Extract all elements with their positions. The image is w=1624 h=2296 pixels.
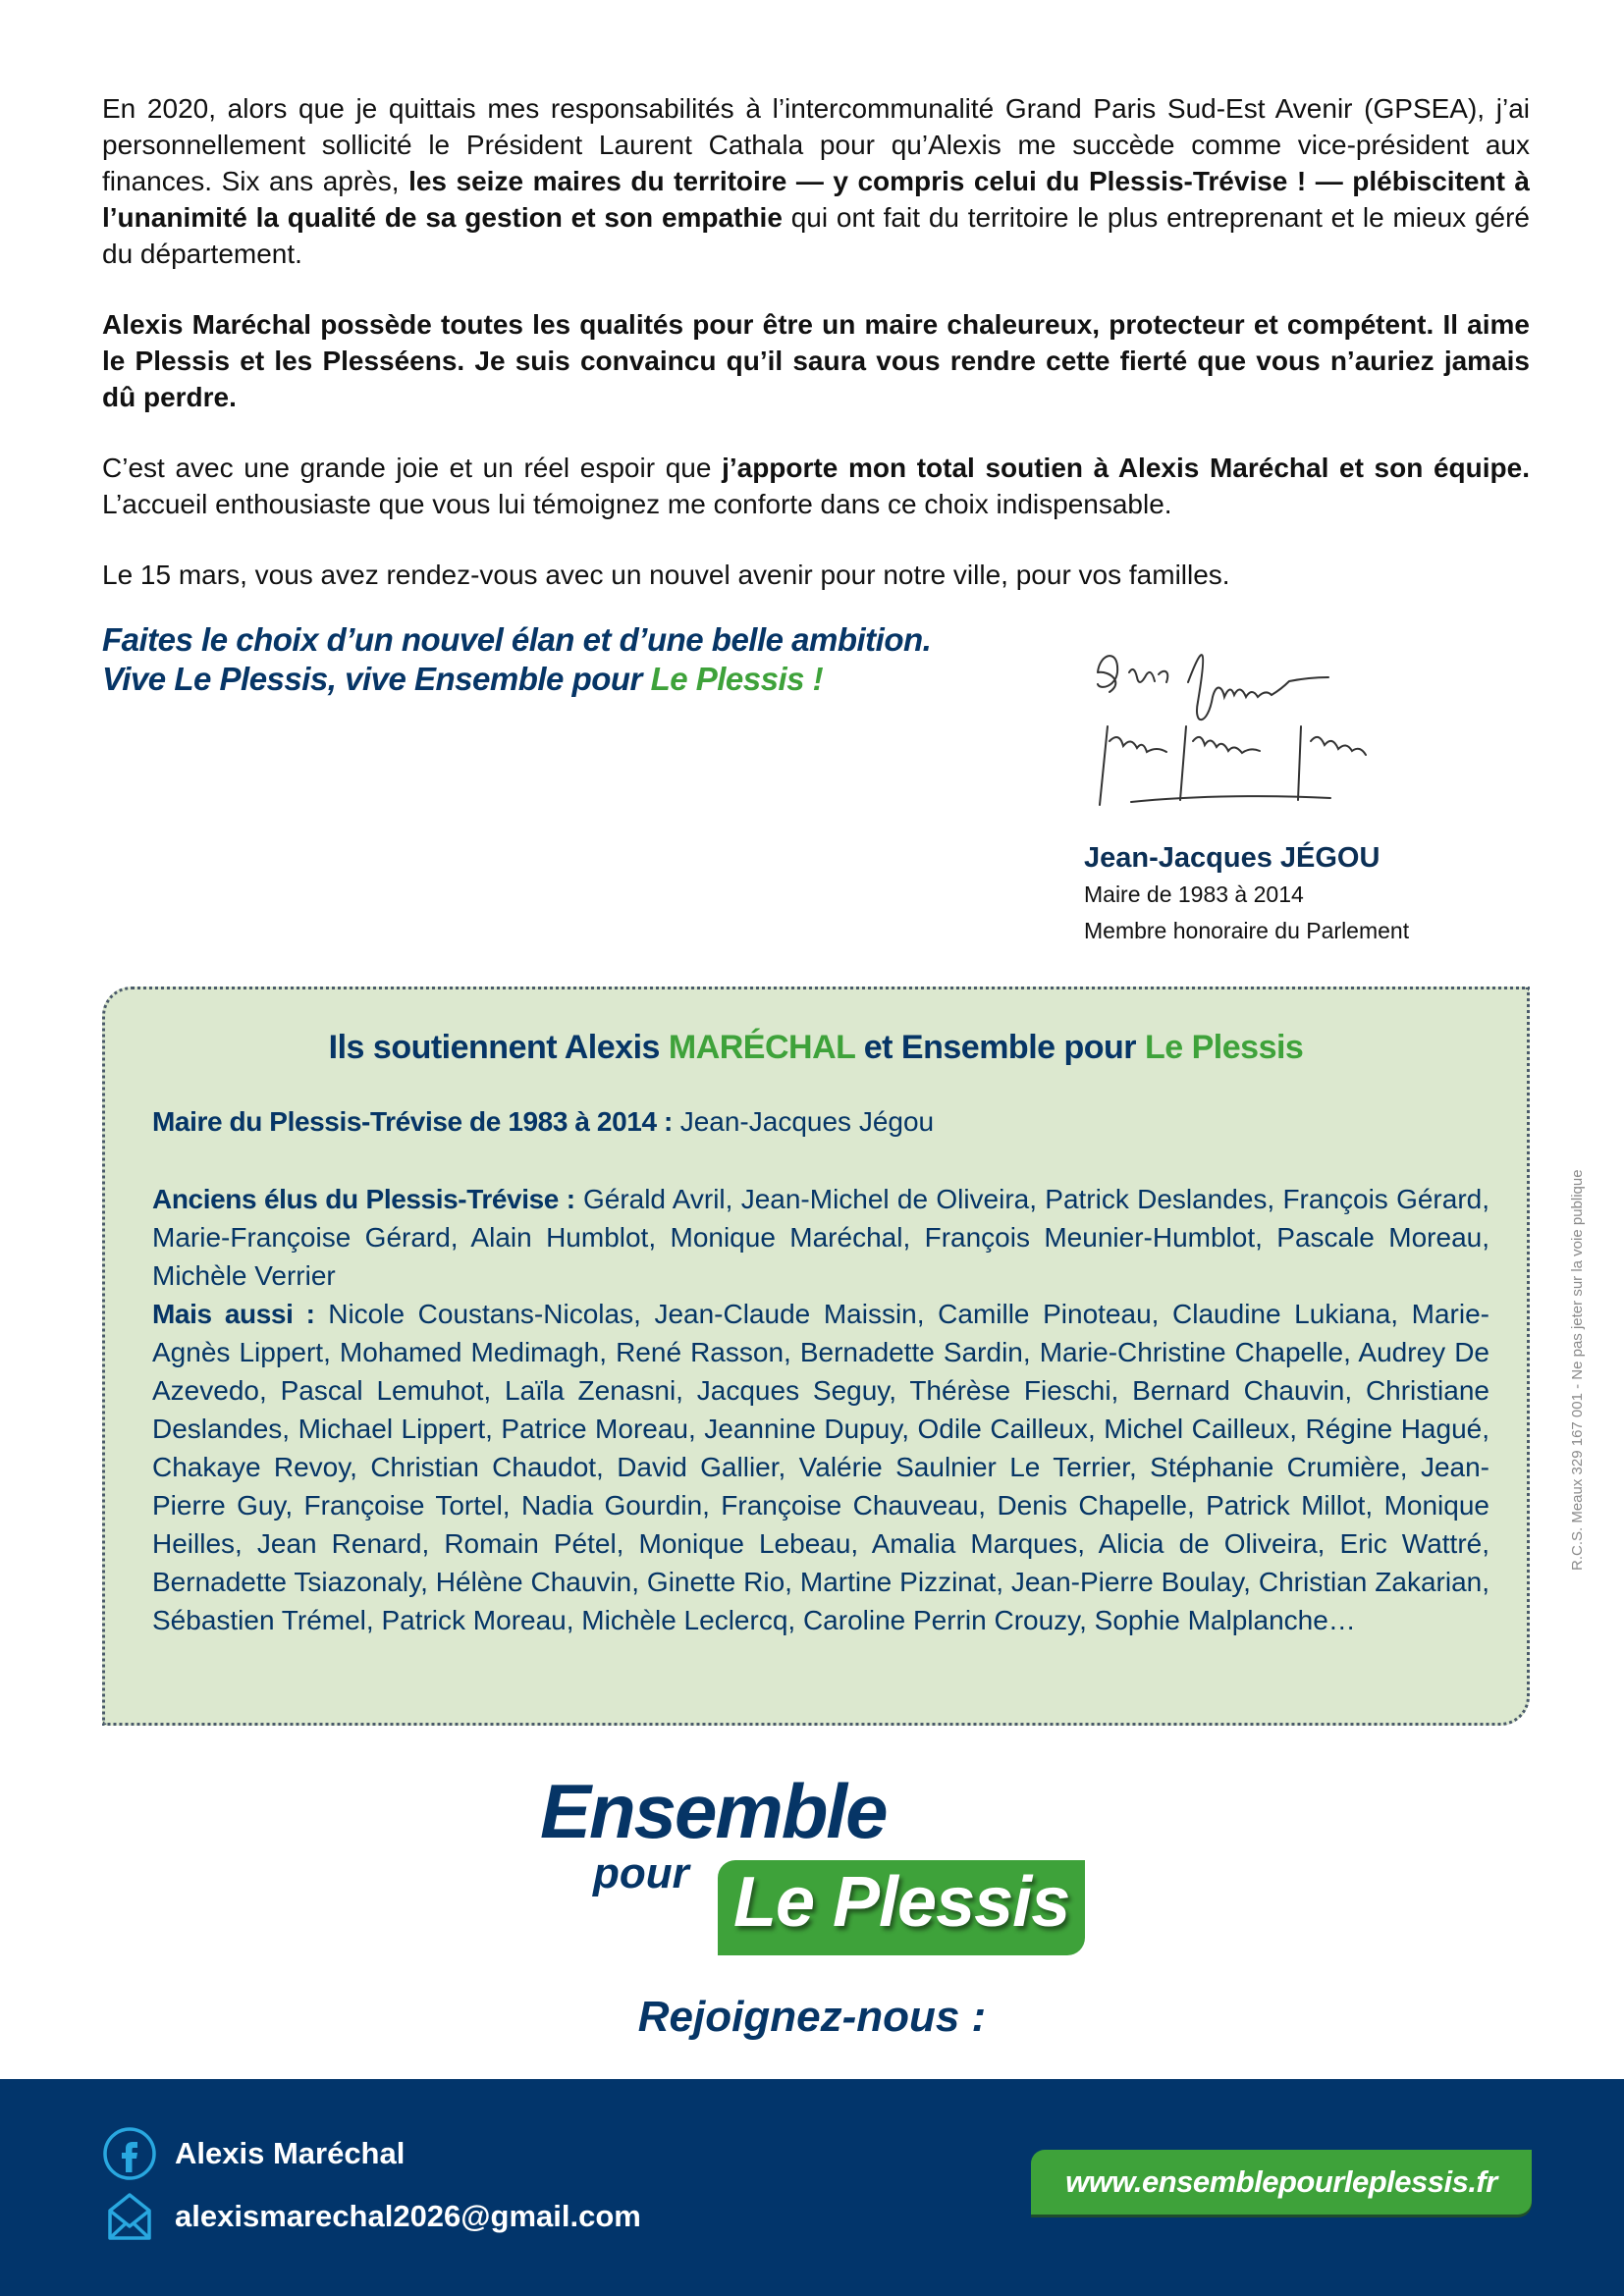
website-button[interactable] <box>1031 2150 1532 2215</box>
text: et Ensemble pour <box>854 1029 1145 1066</box>
logo-ensemble: Ensemble <box>540 1768 887 1854</box>
other-supporters <box>152 1295 1489 1639</box>
supporters-title <box>105 1029 1527 1067</box>
spacer <box>152 1141 1489 1180</box>
facebook-name: Alexis Maréchal <box>175 2136 406 2170</box>
emphasis-text: j’apporte mon total soutien à Alexis Maréchal et son équipe. <box>722 453 1530 483</box>
emphasis-text: les seize maires du territoire — y compris celui du Plessis-Trévise ! — plébiscitent à l’unanimité la qualité de sa gestion et son empathie <box>102 166 1530 233</box>
letter-paragraph-4: Le 15 mars, vous avez rendez-vous avec un nouvel avenir pour notre ville, pour vos familles. <box>102 560 1230 590</box>
letter-paragraph-2 <box>102 306 1530 415</box>
label: Mais aussi : <box>152 1299 315 1329</box>
logo-plate <box>718 1860 1085 1955</box>
logo-pour: pour <box>593 1849 689 1897</box>
signature-image <box>1080 633 1434 829</box>
signer-block <box>1084 839 1409 949</box>
text: qui ont fait du territoire le plus entreprenant et le mieux géré du département. <box>102 202 1531 269</box>
logo-le-plessis: Le Plessis <box>733 1863 1070 1942</box>
slogan-line-2 <box>102 660 1045 699</box>
text: C’est avec une grande joie et un réel espoir que <box>102 453 723 483</box>
supporters-list <box>152 1102 1489 1639</box>
email-link[interactable] <box>102 2189 641 2244</box>
handwritten-signature <box>1080 633 1434 829</box>
website-url: www.ensemblepourleplessis.fr <box>1065 2164 1497 2199</box>
legal-note: R.C.S. Meaux 329 167 001 - Ne pas jeter sur la voie publique <box>1569 1169 1586 1571</box>
label: Anciens élus du Plessis-Trévise : <box>152 1184 575 1214</box>
green-text: MARÉCHAL <box>668 1029 855 1066</box>
text: Ils soutiennent Alexis <box>328 1029 669 1066</box>
slogan-line-1: Faites le choix d’un nouvel élan et d’une belle ambition. <box>102 621 932 658</box>
value: Jean-Jacques Jégou <box>672 1106 935 1137</box>
emphasis-text: Alexis Maréchal possède toutes les qualités pour être un maire chaleureux, protecteur et compétent. Il aime le Plessis et les Plesséens. Je suis convaincu qu’il saura vous rendre cette fierté que vous n’auriez jamais dû perdre. <box>102 309 1530 412</box>
facebook-link[interactable] <box>102 2126 405 2181</box>
signer-name: Jean-Jacques JÉGOU <box>1084 842 1380 874</box>
letter-paragraph-1 <box>102 90 1530 272</box>
letter-paragraph-3 <box>102 450 1530 522</box>
text: En 2020, alors que je quittais mes responsabilités à l’intercommunalité Grand Paris Sud-Est Avenir (GPSEA), j’ai personnellement sollicité le Président Laurent Cathala pour qu’Alexis me succède comme vice-président aux finances. Six ans après, <box>102 93 1530 196</box>
email-address: alexismarechal2026@gmail.com <box>175 2199 641 2233</box>
former-councillors <box>152 1180 1489 1295</box>
footer <box>0 2079 1624 2296</box>
green-text: Le Plessis ! <box>650 661 824 697</box>
text: L’accueil enthousiaste que vous lui témoignez me conforte dans ce choix indispensable. <box>102 489 1172 519</box>
value: Nicole Coustans-Nicolas, Jean-Claude Maissin, Camille Pinoteau, Claudine Lukiana, Marie-Agnès Lippert, Mohamed Medimagh, René Rasson, Bernadette Sardin, Marie-Christine Chapelle, Audrey De Azevedo, Pascal Lemuhot, Laïla Zenasni, Jacques Seguy, Thérèse Fieschi, Bernard Chauvin, Christiane Deslandes, Michael Lippert, Patrice Moreau, Jeannine Dupuy, Odile Cailleux, Michel Cailleux, Régine Hagué, Chakaye Revoy, Christian Chaudot, David Gallier, Valérie Saulnier Le Terrier, Stéphanie Crumière, Jean-Pierre Guy, Françoise Tortel, Nadia Gourdin, Françoise Chauveau, Denis Chapelle, Patrick Millot, Monique Heilles, Jean Renard, Romain Pétel, Monique Lebeau, Amalia Marques, Alicia de Oliveira, Eric Wattré, Bernadette Tsiazonaly, Hélène Chauvin, Ginette Rio, Martine Pizzinat, Jean-Pierre Boulay, Christian Zakarian, Sébastien Trémel, Patrick Moreau, Michèle Leclercq, Caroline Perrin Crouzy, Sophie Malplanche… <box>152 1299 1489 1635</box>
letter-body <box>102 90 1530 627</box>
value: Gérald Avril, Jean-Michel de Oliveira, Patrick Deslandes, François Gérard, Marie-Françoise Gérard, Alain Humblot, Monique Maréchal, François Meunier-Humblot, Pascale Moreau, Michèle Verrier <box>152 1184 1489 1291</box>
join-us-heading: Rejoignez-nous : <box>637 1993 987 2041</box>
green-text: Le Plessis <box>1145 1029 1304 1066</box>
closing-slogan <box>102 620 1045 699</box>
campaign-logo <box>538 1767 1088 1963</box>
envelope-icon <box>102 2189 157 2244</box>
label: Maire du Plessis-Trévise de 1983 à 2014 : <box>152 1106 673 1137</box>
facebook-icon <box>102 2126 157 2181</box>
former-mayor-line <box>152 1102 1489 1141</box>
signer-title: Membre honoraire du Parlement <box>1084 918 1410 943</box>
signer-role: Maire de 1983 à 2014 <box>1084 881 1304 907</box>
supporters-box <box>102 987 1530 1726</box>
text: Vive Le Plessis, vive Ensemble pour <box>102 661 651 697</box>
